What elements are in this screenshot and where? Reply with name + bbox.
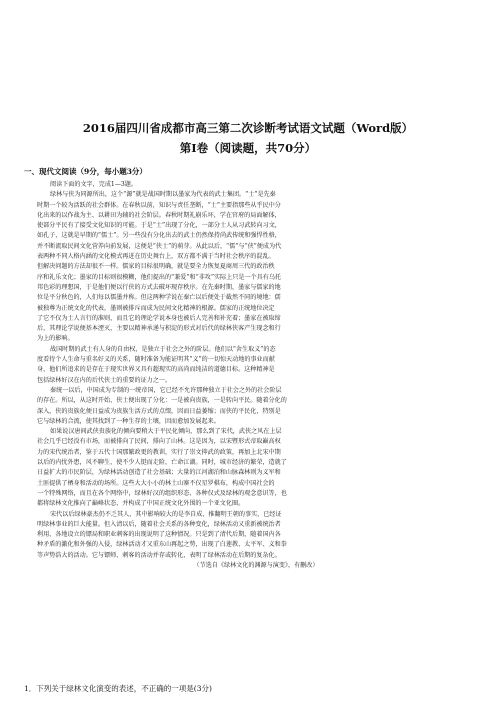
passage-line: 时期一个较为活跃的社会群体。在春秋以前，知识与责任垄断，“士”主要指那些从乎民中分 [37,201,281,209]
passage-line: 绿林与侠为同源所出，这个“源”就是战国时期以墨家为代表的武士集团。“士”是先秦 [50,191,276,199]
passage-line: 被独尊为正统文化的代表，墨则被排斥而成为民间文化精神的根源。儒家的正统地位决定 [37,304,275,312]
passage-line: 秦统一以后，中国成为专制的一统帝国，它已经不允许那种独立于社会之外的社会阶层 [50,386,282,394]
question-1: 1．下列关于绿林文化演变的表述，不正确的一项是(3分) [24,684,212,693]
passage-line: 包括绿林好汉在内的后代侠士的重要的证力之一。 [37,376,172,384]
passage-line: 土匪提供了栖身和活动的场所。这些大大小小的林土山寨不仅星罗棋布，构成中国社会的 [37,479,275,487]
passage-line: 的存在。所以，从这时开始，侠士便出现了分化：一是被向贵族，一是转向平民。随着分化的 [37,397,287,405]
passage-line: 为上的影响。 [37,335,74,343]
passage-line: 都将绿林文化推向了巅峰状态，并构成了中国正统文化外围的一个亚文化圈。 [37,500,245,508]
passage-line: 一个特殊网络，而且在各个网络中，绿林好汉的组织形态、各种仅式及绿林的观念意识等，也 [37,489,287,497]
passage-line: 但解决问题的方法却很不一样。儒家的目标很明确，就是要全力恢复夏商周三代的政治秩 [37,263,275,271]
passage-line: 表两种不同人格内涵的文化模式再迸在历史舞台上，双方都不满于当时社会秩序的混乱。 [37,253,275,261]
passage-line: 邦色彩的理想国，于是他们便以行侠的方式去破坏现存秩序。在先秦时期，墨家与儒家的地 [37,283,281,291]
passage-line: 了它不仅为士人言行的准则，而且它的理论学说本身也被后人完善和补充着；墨家在被取缔 [37,314,281,322]
section-heading: 一、现代文阅读（9分，每小题3分） [24,167,147,176]
passage-line: 战国时期的武士有人身的自由权，是独立于社会之外的阶层。他们以“舍生取义”的态 [50,345,276,353]
passage-line: 利用，各地设立的镖局和职业刺客的出现说明了这种情况。只是到了清代后期，随着国内各 [37,531,281,539]
passage-line: 度看待个人生命与重名好义的关系，随时准备为能证明其“义”的一切惊天动地的事业而献 [37,356,275,364]
passage-line: 等声势浩大的活动。它与镖师、刺客的活动并存或转化，表明了绿林活动在后期的复杂化。 [37,551,281,559]
passage-line: 社会几乎已经没有市场，而被排向了民间，排向了山林。这是因为，以宋暨形式帝取巅高权 [37,438,281,446]
passage-line: 后，其理论学说便基本湮灭，主要以精神承递与积淀的形式对后代的绿林侠客产生现念和行 [37,325,281,333]
passage-line: 身，他们所追求的是存在于现实世界又具有超现实的高尚而纯洁的道德目标。这种精神是 [37,366,275,374]
passage-line: 力的宋代统治者，鉴于五代十国那繁政更的教训，实行了崇文抑武的政策，再加上北宋中期 [37,448,281,456]
passage-line: 位是平分秋色的，人们每以儒墨并称。但这两种学说在秦亡以后便处于截然不同的境地：儒 [37,294,281,302]
passage-line: 以后的内忧外患，风不聊生，使不少人铤而走险，亡命江湖。同时，城市经济的繁荣，造就了 [37,459,287,467]
passage-line: 种矛盾的激化和外强的入侵，绿林活动才又重东山再起之势，出现了白莲教、太平军、义和拳 [37,541,287,549]
passage-line: 序和礼乐文化；墨家的目标则很模糊，他们提出的“兼爱”和“非攻”实际上只是一个具有乌托 [37,273,282,281]
document-subtitle: 第Ⅰ卷（阅读题，共70分） [179,141,317,155]
passage-line: 阅读下面的文字，完成1—3题。 [50,181,137,188]
passage-body [37,180,475,571]
source-citation: （节选自《绿林文化的渊源与演变》，有删改） [193,561,319,569]
passage-line: 宋代以后绿林豪杰仍不乏其人，其中影响较大的是李自成、推翻明王朝的事实，已经证 [50,510,282,518]
passage-line: 并不断流取民间文化营养向前发展，这便是“侠士”的萌芽。从此以后，“儒”与“侠”便成为代 [37,242,282,250]
passage-line: 如孔子，这就是早期的“儒士”。另一些没有分化出去的武士仍然保持尚武传统和强悍性格， [37,232,281,240]
passage-line: 化出来的以作战为主、以耕田为辅的社会阶层。春秋时期礼崩乐坏，学在官府的局面解体， [37,211,281,219]
passage-line: 它与绿林的合流，使其找到了一种生存的土壤，因而愈加发展起来。 [37,417,220,425]
document-title: 2016届四川省成都市高三第二次诊断考试语文试题（Word版） [82,121,414,135]
passage-line: 明绿林事业的巨大能量。但入清以后，随着社会关系的各种变化，绿林活动又重新被统治者 [37,520,281,528]
passage-line: 使部分平民有了接受文化知识的可能。于是“士”出现了分化，一部分士人从习武转向习文， [37,222,281,230]
passage-line: 日益扩大的市民阶层，为绿林活动创造了社会基础；大量的江河湖泊和山脉森林则为义军和 [37,469,281,477]
passage-line: 深入，侠的贵族化便日益成为贵族生活方式的点缀，因而日益萎缩；而侠的平民化，特别是 [37,407,281,415]
passage-line: 如果说汉唐间武侠贵族化的倾向要稍大于平民化倾向，那么到了宋代，武侠之风在上层 [50,428,282,436]
